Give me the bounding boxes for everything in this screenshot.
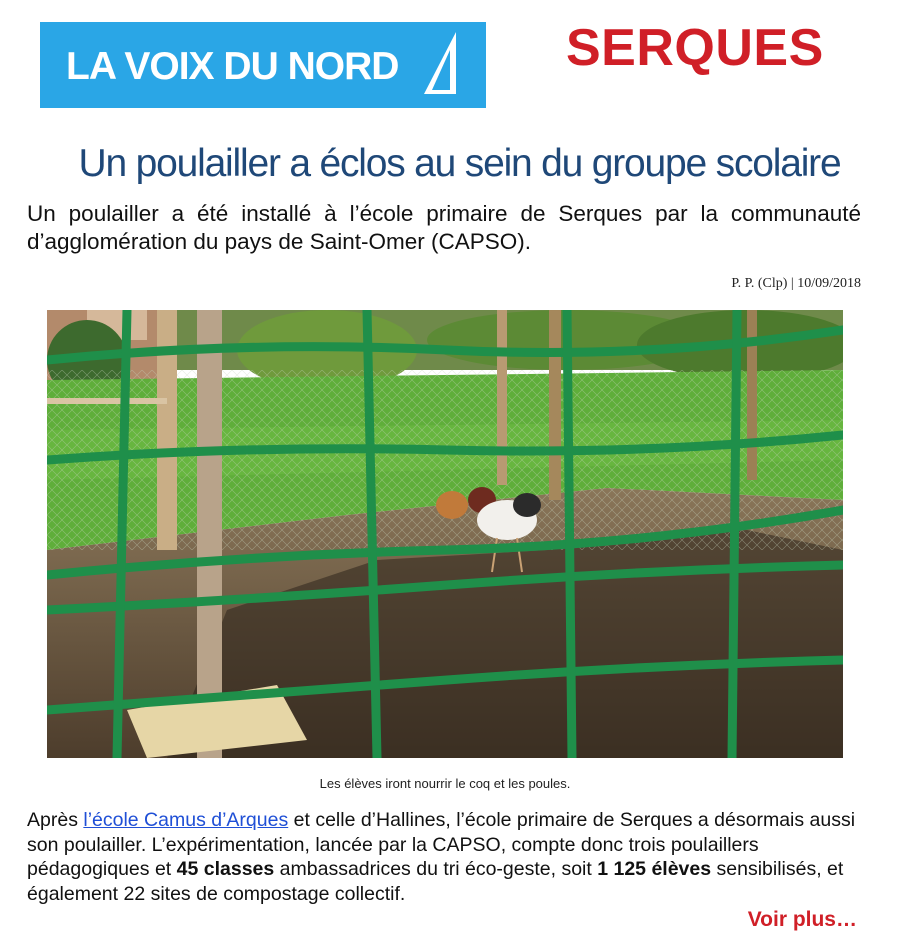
body-text-segment: et celle d’Hallines, l’école primaire de Serques a désormais aussi son poulailler. L’expérimentation, lancée par la CAPSO, compte donc trois poulaillers pédagogiques et [27,809,856,880]
students-count: 1 125 élèves [597,858,712,880]
body-text-segment: Après [27,809,84,831]
article-lede: Un poulailler a été installé à l’école primaire de Serques par la communauté d’agglomération du pays de Saint-Omer (CAPSO). [27,201,861,254]
body-text-segment: ambassadrices du tri éco-geste, soit [274,858,598,880]
article-byline: P. P. (Clp) | 10/09/2018 [731,276,861,291]
masthead-logo [40,22,486,108]
classes-count: 45 classes [176,858,275,880]
ecole-camus-link[interactable]: l’école Camus d’Arques [83,809,289,831]
body-text-segment: sensibilisés, et également 22 sites de compostage collectif. [27,858,844,905]
town-name: SERQUES [566,19,824,77]
article-headline: Un poulailler a éclos au sein du groupe scolaire [78,142,841,185]
read-more-link[interactable]: Voir plus… [747,908,857,931]
sail-logo-icon [420,32,460,96]
article-photo [47,310,843,758]
article-body [27,808,867,906]
photo-caption: Les élèves iront nourrir le coq et les poules. [319,776,571,791]
masthead-brand: LA VOIX DU NORD [66,45,399,88]
